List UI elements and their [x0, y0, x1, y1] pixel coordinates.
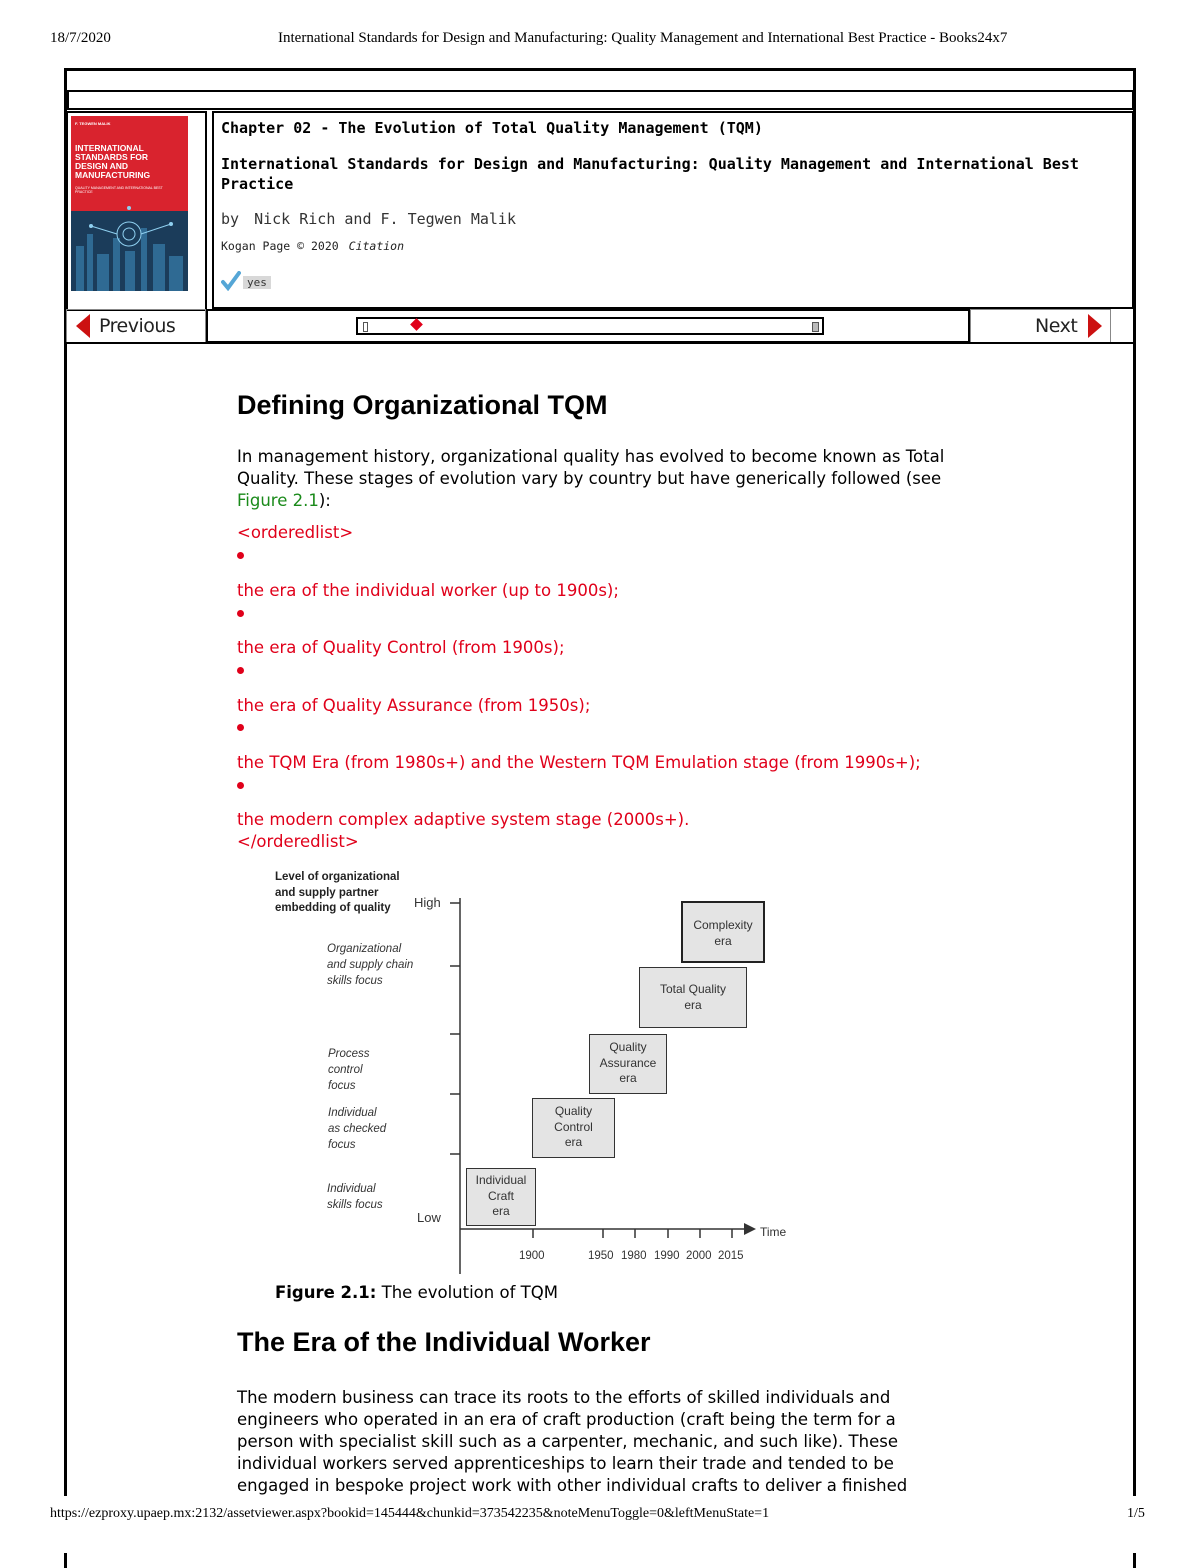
- focus-label-checked: [328, 1105, 386, 1153]
- paragraph-line: individual workers served apprenticeships to learn their trade and tended to be: [237, 1454, 894, 1473]
- era-line: era: [714, 934, 732, 948]
- heading-defining-tqm: Defining Organizational TQM: [237, 390, 608, 420]
- paragraph-line: person with specialist skill such as a carpenter, mechanic, and such like). These: [237, 1432, 898, 1451]
- footer-band: [0, 1496, 1200, 1553]
- slider-position-marker[interactable]: [411, 318, 424, 331]
- focus-line: focus: [328, 1080, 356, 1092]
- arrow-left-icon: [76, 314, 90, 338]
- era-line: Quality: [609, 1040, 647, 1054]
- list-item-4: the TQM Era (from 1980s+) and the Western TQM Emulation stage (from 1990s+);: [237, 753, 921, 772]
- citation-link[interactable]: Citation: [348, 239, 405, 253]
- y-title-line: embedding of quality: [275, 902, 391, 914]
- ol-open-tag: <orderedlist>: [237, 523, 354, 542]
- focus-line: as checked: [328, 1123, 387, 1135]
- focus-line: Individual: [327, 1183, 376, 1195]
- checkmark-icon: [221, 271, 241, 291]
- list-bullet: [237, 610, 244, 617]
- book-cover-image[interactable]: [71, 116, 188, 291]
- x-tick-label: 1980: [621, 1250, 647, 1262]
- figure-link[interactable]: Figure 2.1: [237, 491, 319, 510]
- y-title-line: and supply partner: [275, 886, 379, 899]
- era-line: era: [564, 1135, 583, 1149]
- status-row: [221, 271, 267, 293]
- slider-end-handle[interactable]: [812, 322, 819, 332]
- figure-caption: [275, 1282, 558, 1304]
- authors[interactable]: Nick Rich and F. Tegwen Malik: [254, 210, 516, 228]
- x-tick-label: 1900: [519, 1250, 545, 1262]
- era-line: era: [492, 1204, 510, 1218]
- next-button[interactable]: [970, 309, 1111, 343]
- list-item-1: the era of the individual worker (up to 1900s);: [237, 581, 619, 600]
- focus-line: focus: [328, 1139, 356, 1151]
- paragraph-line: engineers who operated in an era of craft production (craft being the term for a: [237, 1410, 896, 1429]
- x-tick-label: 1990: [654, 1250, 680, 1262]
- print-date: 18/7/2020: [50, 30, 111, 46]
- heading-individual-worker: The Era of the Individual Worker: [237, 1327, 651, 1357]
- figure-caption-text: The evolution of TQM: [381, 1283, 558, 1302]
- cover-author: F. TEGWEN MALIK: [75, 121, 111, 126]
- era-line: Quality: [554, 1104, 593, 1118]
- focus-label-skills: [327, 1181, 383, 1213]
- print-title: International Standards for Design and Manufacturing: Quality Management and International Best Practice - Books24x7: [278, 30, 1008, 46]
- previous-button[interactable]: [66, 309, 206, 343]
- y-low-label: Low: [417, 1210, 441, 1225]
- era-box-complexity: [681, 901, 765, 963]
- list-item-2: the era of Quality Control (from 1900s);: [237, 638, 565, 657]
- progress-panel: [206, 309, 970, 343]
- era-box-individual-craft: [466, 1168, 536, 1226]
- arrow-right-icon: [1088, 314, 1102, 338]
- book-info-panel: [212, 111, 1134, 309]
- y-high-label: High: [414, 895, 441, 910]
- y-title-line: Level of organizational: [275, 871, 400, 883]
- era-line: era: [619, 1071, 637, 1085]
- book-title[interactable]: International Standards for Design and Manufacturing: Quality Management and International Best Practice: [221, 155, 1079, 193]
- era-paragraph: [237, 1387, 997, 1497]
- list-bullet: [237, 782, 244, 789]
- toolbar-bar: [67, 90, 1134, 110]
- x-axis-label: Time: [760, 1225, 787, 1239]
- intro-paragraph: [237, 446, 997, 512]
- focus-label-org: [327, 941, 413, 989]
- era-line: Assurance: [599, 1055, 657, 1070]
- previous-label: Previous: [99, 315, 176, 337]
- focus-line: skills focus: [327, 1199, 383, 1211]
- era-line: Individual: [475, 1173, 527, 1187]
- era-line: Craft: [487, 1188, 514, 1203]
- list-bullet: [237, 552, 244, 559]
- focus-line: skills focus: [327, 975, 383, 987]
- era-box-quality-control: [532, 1098, 615, 1158]
- slider-start-handle[interactable]: [363, 322, 368, 332]
- focus-line: Organizational: [327, 943, 402, 955]
- figure-caption-label: Figure 2.1:: [275, 1283, 377, 1302]
- x-tick-label: 1950: [588, 1250, 614, 1262]
- focus-label-process: [328, 1046, 370, 1094]
- era-line: Control: [554, 1119, 593, 1134]
- era-line: Complexity: [693, 918, 753, 932]
- era-box-total-quality: [639, 967, 747, 1028]
- cover-frame: [66, 111, 207, 311]
- ol-close-tag: </orderedlist>: [237, 832, 359, 851]
- era-box-quality-assurance: [589, 1034, 667, 1094]
- list-item-5: the modern complex adaptive system stage (2000s+).: [237, 810, 690, 829]
- progress-slider[interactable]: [356, 317, 824, 335]
- x-tick-label: 2000: [686, 1250, 712, 1262]
- paragraph-line: The modern business can trace its roots to the efforts of skilled individuals and: [237, 1388, 891, 1407]
- by-label: by: [221, 210, 240, 228]
- focus-line: Process: [328, 1048, 370, 1060]
- chapter-title: Chapter 02 - The Evolution of Total Quality Management (TQM): [221, 119, 763, 137]
- list-item-3: the era of Quality Assurance (from 1950s);: [237, 696, 591, 715]
- paragraph-line: engaged in bespoke project work with other individual crafts to deliver a finished: [237, 1476, 908, 1495]
- era-line: era: [684, 998, 702, 1012]
- focus-line: control: [328, 1064, 363, 1076]
- list-bullet: [237, 724, 244, 731]
- print-page-number: 1/5: [1127, 1506, 1145, 1521]
- cover-subtitle: QUALITY MANAGEMENT AND INTERNATIONAL BEST PRACTICE: [75, 186, 163, 194]
- nav-divider: [64, 342, 1136, 344]
- intro-end: ):: [318, 491, 331, 510]
- intro-line-1: In management history, organizational quality has evolved to become known as Total: [237, 447, 945, 466]
- status-badge[interactable]: yes: [243, 276, 271, 289]
- list-bullet: [237, 667, 244, 674]
- next-label: Next: [1035, 315, 1078, 337]
- focus-line: Individual: [328, 1107, 377, 1119]
- cover-title: INTERNATIONAL STANDARDS FOR DESIGN AND MANUFACTURING: [75, 143, 151, 180]
- print-url: https://ezproxy.upaep.mx:2132/assetviewer.aspx?bookid=145444&chunkid=373542235&noteMenuToggle=0&leftMenuState=1: [50, 1506, 770, 1521]
- y-axis-title: [275, 870, 400, 917]
- intro-line-2: Quality. These stages of evolution vary by country but have generically followed (see: [237, 469, 942, 488]
- x-tick-label: 2015: [718, 1250, 744, 1262]
- era-line: Total Quality: [659, 982, 727, 996]
- focus-line: and supply chain: [327, 959, 414, 971]
- figure-tqm-evolution: [270, 866, 810, 1276]
- publisher: Kogan Page © 2020: [221, 239, 339, 253]
